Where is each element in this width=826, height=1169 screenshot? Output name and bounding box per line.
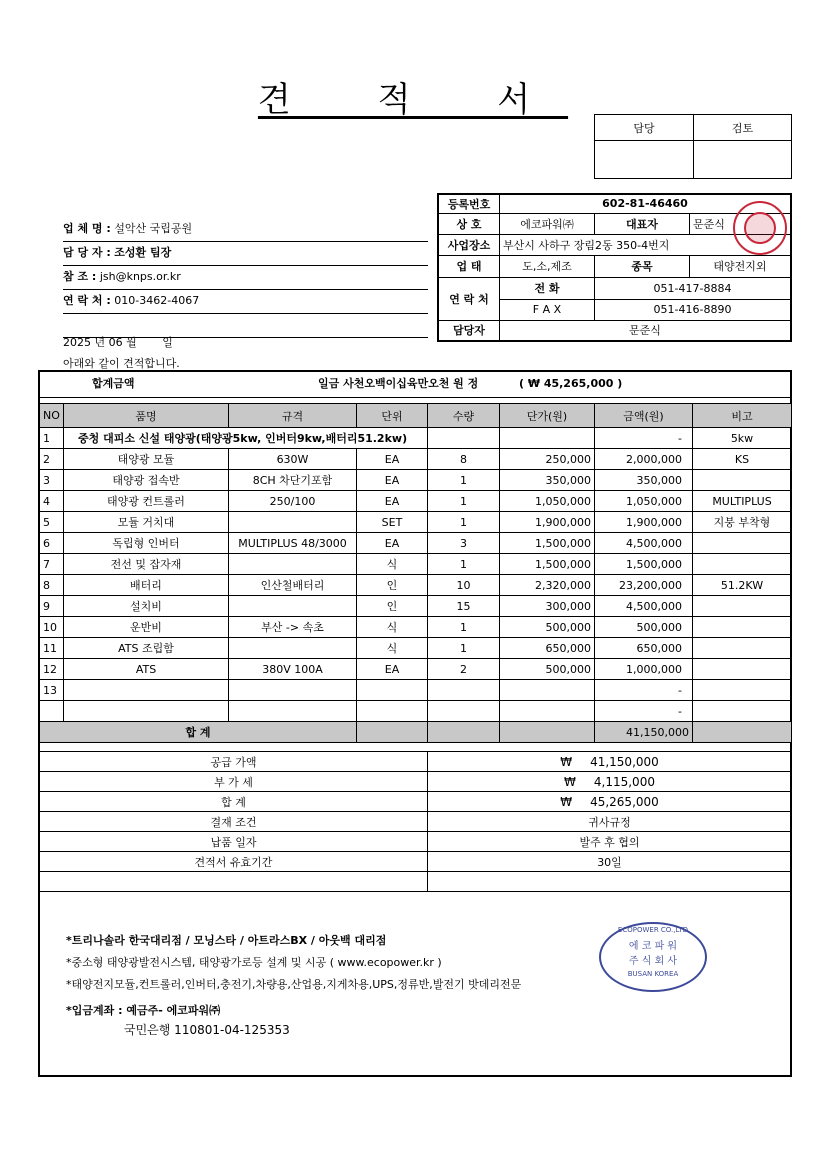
row-unit: EA <box>357 491 428 512</box>
row-spec <box>229 701 357 722</box>
row-no: 10 <box>40 617 64 638</box>
row-no: 1 <box>40 428 64 449</box>
red-seal-icon <box>733 201 787 255</box>
row-price: 2,320,000 <box>500 575 595 596</box>
total-amount-text: 일금 사천오백이십육만오천 원 정 <box>318 377 479 390</box>
row-qty <box>428 428 500 449</box>
table-row <box>40 491 792 512</box>
company-value: 설악산 국립공원 <box>114 222 193 235</box>
rep-label: 대표자 <box>595 213 690 234</box>
footer-line-1: *트리나솔라 한국대리점 / 모닝스타 / 아트라스BX / 아웃백 대리점 <box>66 934 387 947</box>
company-label: 업 체 명 : <box>63 222 111 235</box>
row-no: 5 <box>40 512 64 533</box>
row-name: 모듈 거치대 <box>64 512 229 533</box>
row-amount: - <box>595 680 693 701</box>
summary-row <box>40 772 792 792</box>
items-header <box>40 404 792 428</box>
row-no: 12 <box>40 659 64 680</box>
supplier-contact-label: 연 락 처 <box>438 277 500 320</box>
row-amount: 23,200,000 <box>595 575 693 596</box>
summary-row <box>40 752 792 772</box>
row-note: KS <box>693 449 792 470</box>
row-amount: 650,000 <box>595 638 693 659</box>
row-price: 1,050,000 <box>500 491 595 512</box>
approval-label-1: 담당 <box>595 115 694 141</box>
row-name: 운반비 <box>64 617 229 638</box>
subtotal-label: 합 계 <box>40 722 357 743</box>
stamp-line-2: 주 식 회 사 <box>628 956 678 967</box>
row-note <box>693 680 792 701</box>
row-note: 지붕 부착형 <box>693 512 792 533</box>
row-no <box>40 701 64 722</box>
row-no: 6 <box>40 533 64 554</box>
approval-sign-2 <box>694 141 792 179</box>
recipient-info <box>63 218 428 338</box>
blank-row <box>40 872 792 892</box>
terms-value: 30일 <box>428 852 792 872</box>
row-price: 300,000 <box>500 596 595 617</box>
row-no: 13 <box>40 680 64 701</box>
table-row <box>40 449 792 470</box>
row-amount: 1,900,000 <box>595 512 693 533</box>
row-no: 2 <box>40 449 64 470</box>
row-qty: 1 <box>428 617 500 638</box>
items-table <box>39 403 792 743</box>
terms-value: 귀사규정 <box>428 812 792 832</box>
currency-symbol: ₩ <box>560 754 573 769</box>
stamp-bottom-text: BUSAN KOREA <box>627 970 679 978</box>
table-row <box>40 680 792 701</box>
row-name: ATS <box>64 659 229 680</box>
person-label: 담당자 <box>438 320 500 341</box>
tel-label: 전 화 <box>500 277 595 299</box>
row-name: ATS 조립함 <box>64 638 229 659</box>
terms-label: 납품 일자 <box>40 832 428 852</box>
row-no: 8 <box>40 575 64 596</box>
row-name <box>64 680 229 701</box>
row-no: 4 <box>40 491 64 512</box>
summary-amount: 4,115,000 <box>593 774 655 789</box>
summary-label: 합 계 <box>40 792 428 812</box>
row-amount: 4,500,000 <box>595 596 693 617</box>
row-price: 350,000 <box>500 470 595 491</box>
approval-sign-1 <box>595 141 694 179</box>
row-amount: 1,000,000 <box>595 659 693 680</box>
row-spec <box>229 638 357 659</box>
summary-value <box>428 772 792 792</box>
addr-label: 사업장소 <box>438 234 500 255</box>
bank-account: 국민은행 110801-04-125353 <box>124 1023 290 1037</box>
row-spec: MULTIPLUS 48/3000 <box>229 533 357 554</box>
table-row <box>40 638 792 659</box>
item-value: 태양전지외 <box>690 255 792 277</box>
table-row <box>40 512 792 533</box>
reg-label: 등록번호 <box>438 194 500 213</box>
table-row <box>40 554 792 575</box>
summary-label: 부 가 세 <box>40 772 428 792</box>
summary-label: 공급 가액 <box>40 752 428 772</box>
reg-value: 602-81-46460 <box>500 194 792 213</box>
row-price: 1,500,000 <box>500 554 595 575</box>
row-spec <box>229 512 357 533</box>
row-no: 3 <box>40 470 64 491</box>
row-note <box>693 554 792 575</box>
row-price: 500,000 <box>500 659 595 680</box>
terms-value: 발주 후 협의 <box>428 832 792 852</box>
row-note <box>693 470 792 491</box>
row-unit: EA <box>357 533 428 554</box>
fax-value: 051-416-8890 <box>595 299 792 320</box>
row-no: 7 <box>40 554 64 575</box>
date-day-unit: 일 <box>162 336 173 349</box>
row-note: MULTIPLUS <box>693 491 792 512</box>
ref-label: 참 조 : <box>63 270 97 283</box>
row-price: 250,000 <box>500 449 595 470</box>
row-price <box>500 680 595 701</box>
row-amount: 4,500,000 <box>595 533 693 554</box>
row-unit <box>357 680 428 701</box>
subtotal-row <box>40 722 792 743</box>
ref-value: jsh@knps.or.kr <box>99 270 181 283</box>
table-row <box>40 701 792 722</box>
row-qty <box>428 680 500 701</box>
row-spec <box>229 596 357 617</box>
addr-value: 부산시 사하구 장림2동 350-4번지 <box>500 234 792 255</box>
intro-text: 아래와 같이 견적합니다. <box>63 357 180 370</box>
total-amount-label: 합계금액 <box>92 377 135 390</box>
terms-row <box>40 852 792 872</box>
table-row <box>40 659 792 680</box>
row-qty: 10 <box>428 575 500 596</box>
row-price <box>500 428 595 449</box>
contact-value: 010-3462-4067 <box>114 294 200 307</box>
row-qty: 1 <box>428 554 500 575</box>
row-spec: 250/100 <box>229 491 357 512</box>
total-amount-value: ( ₩ 45,265,000 ) <box>519 377 623 390</box>
currency-symbol: ₩ <box>560 794 573 809</box>
row-note <box>693 659 792 680</box>
table-row <box>40 617 792 638</box>
row-price <box>500 701 595 722</box>
stamp-line-1: 에 코 파 워 <box>628 941 678 952</box>
row-no: 11 <box>40 638 64 659</box>
row-note <box>693 701 792 722</box>
row-name: 태양광 컨트롤러 <box>64 491 229 512</box>
row-qty: 3 <box>428 533 500 554</box>
date-month: 06 <box>108 336 123 349</box>
row-unit: 식 <box>357 638 428 659</box>
row-unit: 식 <box>357 617 428 638</box>
row-amount: - <box>595 701 693 722</box>
terms-row <box>40 812 792 832</box>
header-unit: 단위 <box>357 404 428 428</box>
row-name: 설치비 <box>64 596 229 617</box>
summary-row <box>40 792 792 812</box>
header-no: NO <box>40 404 64 428</box>
row-qty: 1 <box>428 512 500 533</box>
name-label: 상 호 <box>438 213 500 234</box>
currency-symbol: ₩ <box>564 774 576 789</box>
header-amount: 금액(원) <box>595 404 693 428</box>
approval-box <box>594 114 792 179</box>
summary-value <box>428 752 792 772</box>
row-unit: EA <box>357 449 428 470</box>
summary-value <box>428 792 792 812</box>
table-row <box>40 575 792 596</box>
header-name: 품명 <box>64 404 229 428</box>
row-name: 전선 및 잡자재 <box>64 554 229 575</box>
row-note <box>693 638 792 659</box>
row-price: 1,900,000 <box>500 512 595 533</box>
header-price: 단가(원) <box>500 404 595 428</box>
row-qty <box>428 701 500 722</box>
tel-value: 051-417-8884 <box>595 277 792 299</box>
row-spec <box>229 554 357 575</box>
bank-label: *입금계좌 : 예금주- 에코파워㈜ <box>66 1004 221 1017</box>
summary-table <box>39 751 792 892</box>
row-unit: 인 <box>357 575 428 596</box>
person-value: 문준식 <box>500 320 792 341</box>
row-amount: 350,000 <box>595 470 693 491</box>
footer-notes <box>66 930 521 1038</box>
footer-line-3: *태양전지모듈,컨트롤러,인버터,충전기,차량용,산업용,지게차용,UPS,정류반,발전기 밧데리전문 <box>66 978 522 991</box>
row-spec: 인산철배터리 <box>229 575 357 596</box>
row-amount: 1,500,000 <box>595 554 693 575</box>
table-row <box>40 470 792 491</box>
stamp-top-text: ECOPOWER CO.,LTD <box>617 926 689 934</box>
row-note <box>693 617 792 638</box>
name-value: 에코파워㈜ <box>500 213 595 234</box>
row-name: 태양광 접속반 <box>64 470 229 491</box>
row-qty: 15 <box>428 596 500 617</box>
item-label: 종목 <box>595 255 690 277</box>
row-name: 독립형 인버터 <box>64 533 229 554</box>
terms-label: 견적서 유효기간 <box>40 852 428 872</box>
total-amount-line <box>40 372 790 398</box>
date-year-unit: 년 <box>94 336 106 349</box>
row-name: 태양광 모듈 <box>64 449 229 470</box>
row-price: 500,000 <box>500 617 595 638</box>
fax-label: F A X <box>500 299 595 320</box>
row-unit: EA <box>357 470 428 491</box>
row-spec <box>229 680 357 701</box>
row-no: 9 <box>40 596 64 617</box>
summary-amount: 45,265,000 <box>590 794 659 809</box>
header-spec: 규격 <box>229 404 357 428</box>
company-stamp-icon <box>599 922 707 992</box>
date-year: 2025 <box>63 336 91 349</box>
row-qty: 2 <box>428 659 500 680</box>
row-qty: 1 <box>428 470 500 491</box>
row-price: 1,500,000 <box>500 533 595 554</box>
row-unit <box>357 701 428 722</box>
subtotal-amount: 41,150,000 <box>595 722 693 743</box>
row-note <box>693 596 792 617</box>
row-spec: 380V 100A <box>229 659 357 680</box>
row-name <box>64 701 229 722</box>
date-month-unit: 월 <box>126 336 137 349</box>
header-qty: 수량 <box>428 404 500 428</box>
terms-label: 결재 조건 <box>40 812 428 832</box>
row-amount: - <box>595 428 693 449</box>
row-unit: EA <box>357 659 428 680</box>
table-row <box>40 533 792 554</box>
terms-row <box>40 832 792 852</box>
row-note: 51.2KW <box>693 575 792 596</box>
row-unit: SET <box>357 512 428 533</box>
quote-date <box>63 334 173 350</box>
row-price: 650,000 <box>500 638 595 659</box>
table-row <box>40 428 792 449</box>
row-note <box>693 533 792 554</box>
contact-label: 연 락 처 : <box>63 294 111 307</box>
biz-value: 도,소,제조 <box>500 255 595 277</box>
row-name: 중청 대피소 신설 태양광(태양광5kw, 인버터9kw,배터리51.2kw) <box>64 428 428 449</box>
row-name: 배터리 <box>64 575 229 596</box>
footer-line-2: *중소형 태양광발전시스템, 태양광가로등 설계 및 시공 ( www.ecopower.kr ) <box>66 956 442 969</box>
row-qty: 1 <box>428 638 500 659</box>
row-amount: 1,050,000 <box>595 491 693 512</box>
manager-value: 조성환 팀장 <box>114 246 172 259</box>
approval-label-2: 검토 <box>694 115 792 141</box>
row-spec: 630W <box>229 449 357 470</box>
row-qty: 1 <box>428 491 500 512</box>
row-note: 5kw <box>693 428 792 449</box>
row-unit: 식 <box>357 554 428 575</box>
row-spec: 부산 -> 속초 <box>229 617 357 638</box>
row-unit: 인 <box>357 596 428 617</box>
header-note: 비고 <box>693 404 792 428</box>
summary-amount: 41,150,000 <box>590 754 659 769</box>
manager-label: 담 당 자 : <box>63 246 111 259</box>
table-row <box>40 596 792 617</box>
biz-label: 업 태 <box>438 255 500 277</box>
row-amount: 2,000,000 <box>595 449 693 470</box>
row-amount: 500,000 <box>595 617 693 638</box>
page-title: 견 적 서 <box>257 80 569 120</box>
row-spec: 8CH 차단기포함 <box>229 470 357 491</box>
rep-value: 문준식 <box>690 213 792 234</box>
row-qty: 8 <box>428 449 500 470</box>
